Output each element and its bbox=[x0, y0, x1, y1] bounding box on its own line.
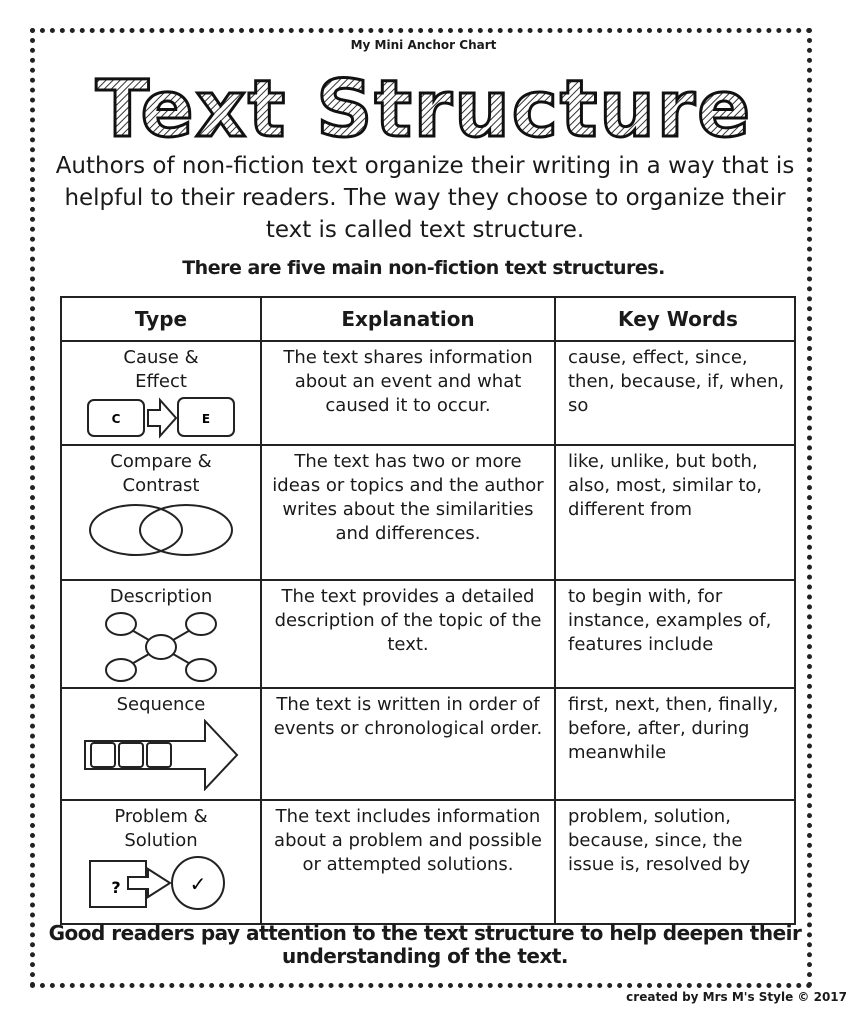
header-type: Type bbox=[61, 297, 261, 341]
keywords-cell: first, next, then, finally, before, after, during meanwhile bbox=[555, 688, 795, 800]
question-mark: ? bbox=[111, 878, 121, 897]
footer-note: Good readers pay attention to the text structure to help deepen their understanding of the text. bbox=[48, 921, 802, 968]
header-key-words: Key Words bbox=[555, 297, 795, 341]
problem-solution-icon bbox=[86, 855, 236, 911]
subheading: There are five main non-fiction text structures. bbox=[182, 257, 665, 279]
keywords-cell: like, unlike, but both, also, most, similar to, different from bbox=[555, 445, 795, 580]
table-row bbox=[61, 688, 795, 800]
table-row bbox=[61, 341, 795, 445]
check-mark: ✓ bbox=[189, 872, 207, 896]
table-row bbox=[61, 445, 795, 580]
keywords-cell: cause, effect, since, then, because, if, when, so bbox=[555, 341, 795, 445]
type-label: Sequence bbox=[116, 694, 206, 715]
explanation-cell: The text has two or more ideas or topics and the author writes about the similarities and differences. bbox=[261, 445, 555, 580]
header-explanation: Explanation bbox=[261, 297, 555, 341]
type-label: Compare & Contrast bbox=[110, 451, 212, 496]
table-header-row bbox=[61, 297, 795, 341]
keywords-cell: to begin with, for instance, examples of, features include bbox=[555, 580, 795, 688]
explanation-cell: The text is written in order of events or chronological order. bbox=[261, 688, 555, 800]
type-label: Problem & Solution bbox=[114, 806, 208, 851]
mini-anchor-label: My Mini Anchor Chart bbox=[350, 38, 497, 52]
cause-letter: C bbox=[111, 412, 121, 426]
web-diagram-icon bbox=[101, 611, 221, 683]
title-text: Text Structure bbox=[95, 65, 752, 152]
credit-line: created by Mrs M's Style © 2017 bbox=[626, 990, 847, 1004]
venn-diagram-icon bbox=[86, 500, 236, 560]
type-label: Description bbox=[109, 586, 213, 607]
text-structure-table bbox=[60, 296, 796, 925]
keywords-cell: problem, solution, because, since, the issue is, resolved by bbox=[555, 800, 795, 924]
table-row bbox=[61, 580, 795, 688]
type-label: Cause & Effect bbox=[123, 347, 199, 392]
cause-effect-icon bbox=[86, 396, 236, 440]
explanation-cell: The text shares information about an event and what caused it to occur. bbox=[261, 341, 555, 445]
intro-paragraph: Authors of non-fiction text organize their writing in a way that is helpful to their readers. The way they choose to organize their text is called text structure. bbox=[55, 153, 795, 243]
explanation-cell: The text includes information about a problem and possible or attempted solutions. bbox=[261, 800, 555, 924]
effect-letter: E bbox=[201, 412, 211, 426]
page-title bbox=[0, 62, 847, 152]
sequence-arrow-icon bbox=[81, 719, 241, 791]
explanation-cell: The text provides a detailed description of the topic of the text. bbox=[261, 580, 555, 688]
table-row bbox=[61, 800, 795, 924]
